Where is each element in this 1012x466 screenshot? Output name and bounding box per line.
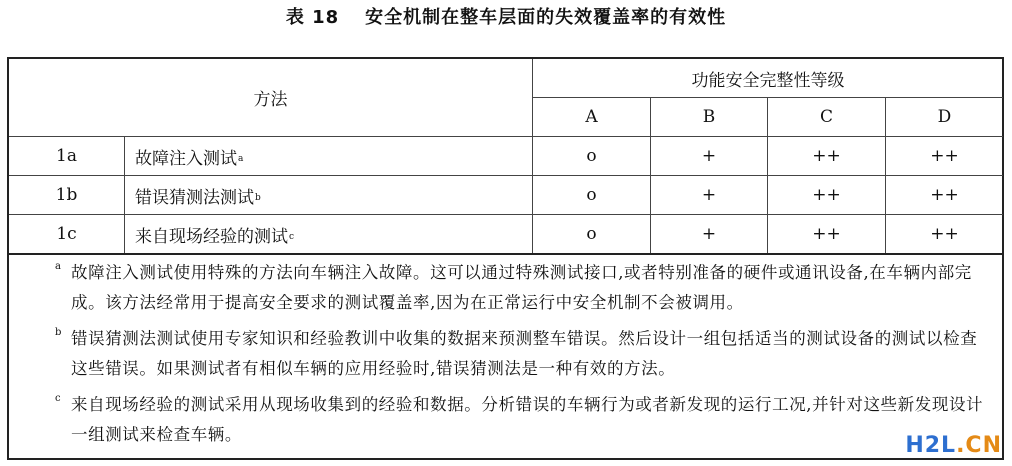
header-level-d: D (937, 107, 952, 127)
header-level-b: B (702, 107, 716, 127)
row-id: 1c (56, 224, 77, 244)
row-value-a: o (586, 185, 597, 205)
rule-table-bottom (9, 253, 1003, 255)
row-value-a: o (586, 224, 597, 244)
header-asil-group: 功能安全完整性等级 (691, 70, 845, 91)
footnote (9, 258, 1000, 318)
note-ref: b (255, 193, 261, 203)
rule-col-id (124, 136, 125, 253)
row-value-d: ++ (930, 185, 959, 205)
footnote-text: 来自现场经验的测试采用从现场收集到的经验和数据。分析错误的车辆行为或者新发现的运行工况,并针对这些新发现设计一组测试来检查车辆。 (71, 395, 984, 444)
table-caption (0, 4, 1012, 32)
footnote-mark: c (55, 393, 62, 404)
row-value-c: ++ (812, 185, 841, 205)
row-value-d: ++ (930, 224, 959, 244)
site-watermark: H2L.CN (905, 433, 1002, 458)
note-ref: c (289, 232, 295, 242)
row-method-name: 错误猜测法测试 $^b$ (135, 187, 261, 208)
row-value-d: ++ (930, 146, 959, 166)
row-value-b: + (701, 224, 717, 244)
header-level-a: A (585, 107, 598, 127)
header-method: 方法 (253, 90, 288, 110)
table-number: 表 18 (285, 7, 340, 28)
row-value-c: ++ (812, 146, 841, 166)
row-method-name: 故障注入测试 $^a$ (135, 148, 244, 169)
note-ref: a (238, 154, 244, 164)
table-title: 安全机制在整车层面的失效覆盖率的有效性 (365, 7, 727, 28)
footnote (9, 390, 1000, 450)
row-value-a: o (586, 146, 597, 166)
footnote (9, 324, 1000, 384)
row-value-b: + (701, 146, 717, 166)
footnote-text: 错误猜测法测试使用专家知识和经验教训中收集的数据来预测整车错误。然后设计一组包括适当的测试设备的测试以检查这些错误。如果测试者有相似车辆的应用经验时,错误猜测法是一种有效的方法。 (71, 329, 978, 378)
footnote-mark: a (55, 261, 62, 272)
footnote-text: 故障注入测试使用特殊的方法向车辆注入故障。这可以通过特殊测试接口,或者特别准备的硬件或通讯设备,在车辆内部完成。该方法经常用于提高安全要求的测试覆盖率,因为在正常运行中安全机制不会被调用。 (71, 263, 972, 312)
footnotes (9, 258, 1000, 454)
header-level-c: C (819, 107, 833, 127)
row-value-c: ++ (812, 224, 841, 244)
row-id: 1b (55, 185, 78, 205)
row-method-name: 来自现场经验的测试 $^c$ (135, 226, 295, 247)
footnote-mark: b (55, 327, 63, 338)
row-id: 1a (56, 146, 77, 166)
row-value-b: + (701, 185, 717, 205)
